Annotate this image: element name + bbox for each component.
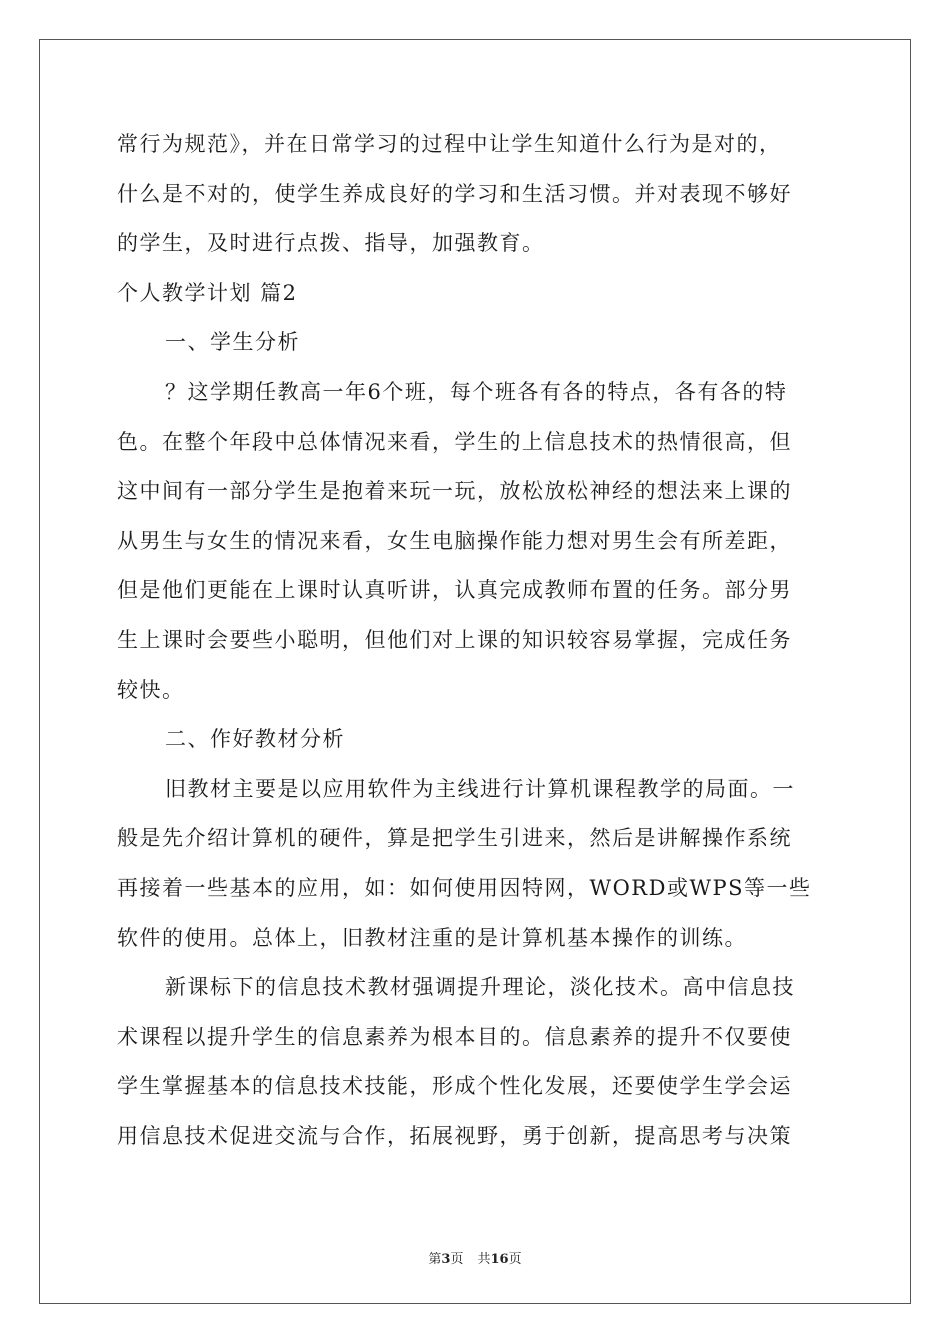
document-body — [117, 120, 835, 1161]
text-line: 学生掌握基本的信息技术技能，形成个性化发展，还要使学生学会运 — [117, 1074, 792, 1099]
text-line: 生上课时会要些小聪明，但他们对上课的知识较容易掌握，完成任务 — [117, 627, 792, 652]
text-line: 的学生，及时进行点拨、指导，加强教育。 — [117, 231, 545, 256]
text-line: 但是他们更能在上课时认真听讲，认真完成教师布置的任务。部分男 — [117, 578, 792, 603]
text-line: 常行为规范》，并在日常学习的过程中让学生知道什么行为是对的， — [117, 132, 782, 156]
text-line: 般是先介绍计算机的硬件，算是把学生引进来，然后是讲解操作系统 — [117, 826, 792, 851]
text-line: 较快。 — [117, 677, 185, 702]
total-suffix: 页 — [508, 1252, 522, 1267]
total-pages: 16 — [490, 1252, 509, 1267]
text-line: 色。在整个年段中总体情况来看，学生的上信息技术的热情很高，但 — [117, 429, 792, 454]
section-title: 个人教学计划 篇2 — [117, 280, 298, 305]
text-line: 用信息技术促进交流与合作，拓展视野，勇于创新，提高思考与决策 — [117, 1123, 792, 1148]
heading-student-analysis: 一、学生分析 — [165, 330, 300, 355]
text-line: 从男生与女生的情况来看，女生电脑操作能力想对男生会有所差距， — [117, 528, 792, 553]
text-line: 软件的使用。总体上，旧教材注重的是计算机基本操作的训练。 — [117, 925, 747, 950]
text-line: 旧教材主要是以应用软件为主线进行计算机课程教学的局面。一 — [165, 776, 795, 801]
page-number: 3 — [441, 1252, 451, 1267]
page-footer — [0, 1248, 950, 1267]
text-line: 新课标下的信息技术教材强调提升理论，淡化技术。高中信息技 — [165, 975, 795, 1000]
heading-textbook-analysis: 二、作好教材分析 — [165, 727, 345, 752]
text-line: 什么是不对的，使学生养成良好的学习和生活习惯。并对表现不够好 — [117, 181, 792, 206]
text-line: ？这学期任教高一年6个班，每个班各有各的特点，各有各的特 — [165, 379, 788, 404]
total-prefix: 共 — [477, 1252, 491, 1267]
text-line: 这中间有一部分学生是抱着来玩一玩，放松放松神经的想法来上课的 — [117, 479, 792, 504]
text-line: 再接着一些基本的应用，如：如何使用因特网，WORD或WPS等一些 — [117, 875, 812, 900]
page-suffix: 页 — [450, 1252, 464, 1267]
text-line: 术课程以提升学生的信息素养为根本目的。信息素养的提升不仅要使 — [117, 1024, 792, 1049]
page-prefix: 第 — [428, 1252, 442, 1267]
